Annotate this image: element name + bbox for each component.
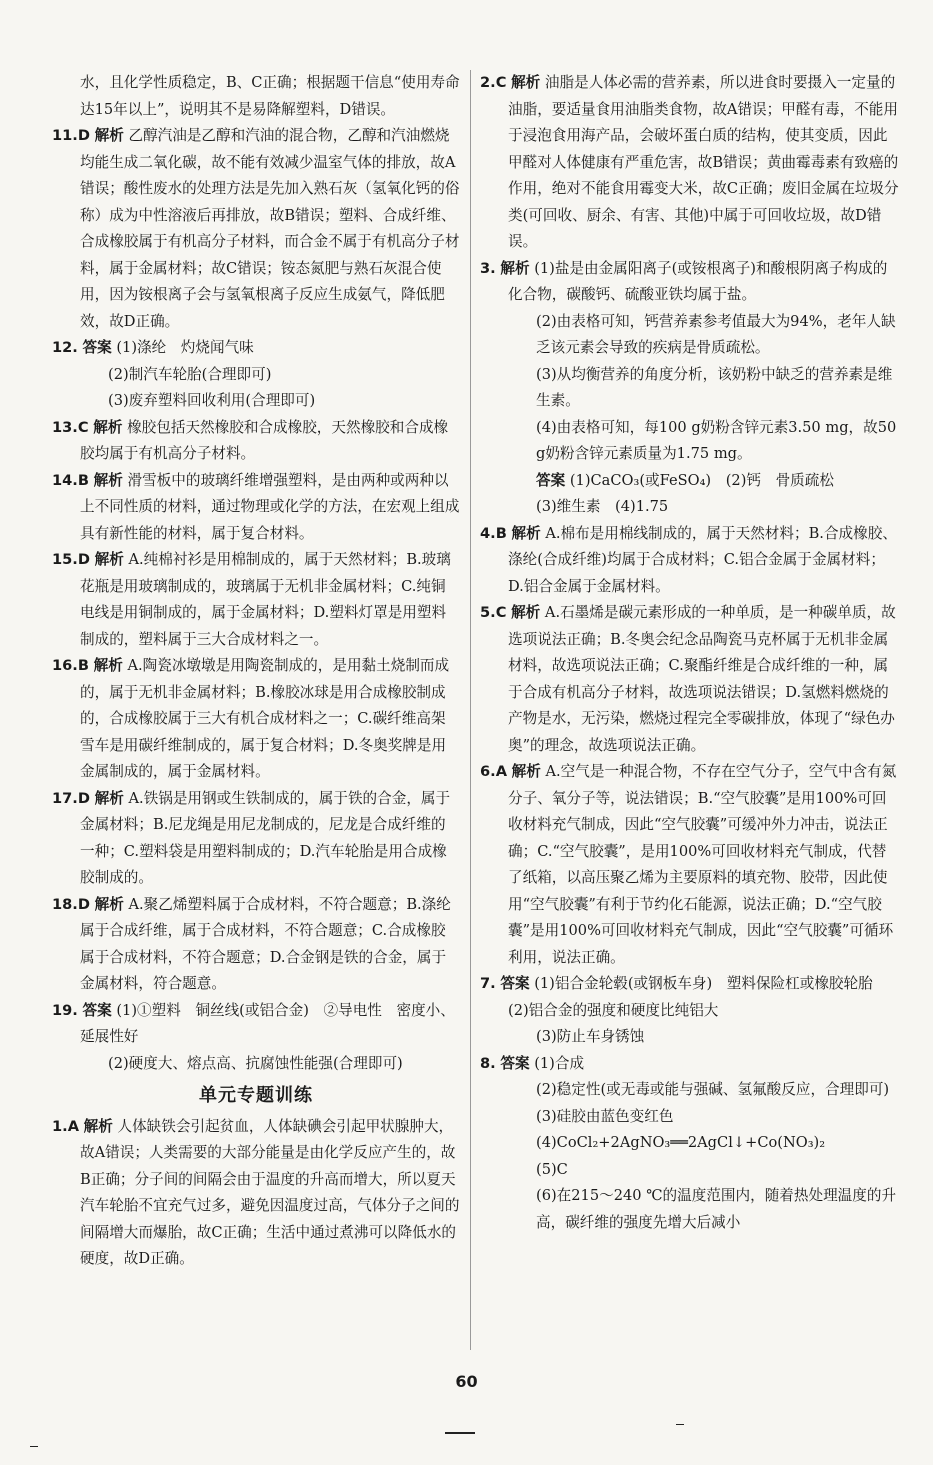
item-text: A.棉布是用棉线制成的，属于天然材料；B.合成橡胶、涤纶(合成纤维)均属于合成材料；C.铝合金属于金属材料；D.铝合金属于金属材料。 [508, 524, 897, 595]
question-number: 12. [52, 339, 78, 356]
question-number: 19. [52, 1001, 78, 1019]
text-line: 水，且化学性质稳定，B、C正确；根据题干信息“使用寿命达15年以上”，说明其不是易降解塑料，D错误。 [80, 74, 460, 118]
item-first-line [52, 998, 460, 1051]
answer-item [480, 1051, 900, 1237]
keyword-label: 解析 [94, 789, 124, 807]
keyword-label: 解析 [93, 418, 123, 436]
answer-line [508, 468, 900, 495]
question-number: 16.B [52, 657, 89, 674]
corner-mark [30, 1446, 38, 1447]
sub-line: (3)防止车身锈蚀 [536, 1028, 645, 1045]
question-number: 7. [480, 975, 496, 992]
keyword-label: 解析 [94, 895, 124, 913]
item-first-line [480, 971, 900, 1024]
question-number: 1.A [52, 1117, 79, 1135]
left-column [52, 70, 460, 1273]
section-title: 单元专题训练 [199, 1085, 313, 1106]
item-text: (1)①塑料 铜丝线(或铝合金) ②导电性 密度小、延展性好 [80, 1001, 455, 1045]
question-number: 2.C [480, 74, 507, 91]
answer-item [480, 759, 900, 971]
item-first-line [480, 1051, 900, 1078]
keyword-label: 解析 [94, 551, 124, 568]
column-divider [470, 70, 471, 1350]
item-first-line [52, 1114, 460, 1273]
item-text: 油脂是人体必需的营养素，所以进食时要摄入一定量的油脂，要适量食用油脂类食物，故A错误；甲醛有毒，不能用于浸泡食用海产品，会破坏蛋白质的结构，使其变质，因此甲醛对人体健康有严重危害，故B错误；黄曲霉毒素有致癌的作用，绝对不能食用霉变大米，故C正确；废旧金属在垃圾分类(可回收、厨余、有害、其他)中属于可回收垃圾，故D错误。 [508, 74, 899, 250]
sub-line: (2)由表格可知，钙营养素参考值最大为94%，老年人缺乏该元素会导致的疾病是骨质疏松。 [536, 312, 896, 356]
answer-item [52, 1114, 460, 1273]
keyword-label: 答案 [536, 471, 566, 489]
sub-line: (3)硅胶由蓝色变红色 [536, 1107, 674, 1125]
item-first-line [52, 892, 460, 998]
question-number: 8. [480, 1054, 496, 1072]
keyword-label: 解析 [93, 657, 123, 674]
item-first-line [480, 759, 900, 971]
item-text: (1)盐是由金属阳离子(或铵根离子)和酸根阴离子构成的化合物，碳酸钙、硫酸亚铁均属于盐。 [508, 259, 888, 303]
item-text: 人体缺铁会引起贫血，人体缺碘会引起甲状腺肿大，故A错误；人类需要的大部分能量是由化学反应产生的，故B正确；分子间的间隔会由于温度的升高而增大，所以夏天汽车轮胎不宜充气过多，避免因温度过高，气体分子之间的间隔增大而爆胎，故C正确；生活中通过煮沸可以降低水的硬度，故D正确。 [80, 1117, 460, 1267]
item-text: A.纯棉衬衫是用棉制成的，属于天然材料；B.玻璃花瓶是用玻璃制成的，玻璃属于无机非金属材料；C.纯铜电线是用铜制成的，属于金属材料；D.塑料灯罩是用塑料制成的，塑料属于三大合成材料之一。 [80, 551, 451, 648]
question-number: 15.D [52, 551, 90, 568]
answer-item [480, 521, 900, 601]
keyword-label: 解析 [511, 74, 541, 91]
keyword-label: 解析 [83, 1117, 113, 1135]
question-number: 17.D [52, 789, 90, 807]
item-first-line [52, 335, 460, 362]
item-text: (1)涤纶 灼烧闻气味 [116, 339, 254, 356]
sub-line: (5)C [536, 1160, 568, 1178]
sub-line: (2)硬度大、熔点高、抗腐蚀性能强(合理即可) [108, 1054, 403, 1072]
question-number: 14.B [52, 471, 89, 489]
item-text: A.聚乙烯塑料属于合成材料，不符合题意；B.涤纶属于合成纤维，属于合成材料，不符合题意；C.合成橡胶属于合成材料，不符合题意；D.合金钢是铁的合金，属于金属材料，符合题意。 [80, 895, 451, 992]
item-text: A.铁锅是用钢或生铁制成的，属于铁的合金，属于金属材料；B.尼龙绳是用尼龙制成的，尼龙是合成纤维的一种；C.塑料袋是用塑料制成的；D.汽车轮胎是用合成橡胶制成的。 [80, 789, 451, 886]
sub-line: (3)维生素 (4)1.75 [536, 498, 669, 515]
keyword-label: 解析 [511, 524, 541, 542]
item-first-line [52, 415, 460, 468]
item-first-line [480, 70, 900, 256]
answer-text: (1)CaCO₃(或FeSO₄) (2)钙 骨质疏松 [569, 471, 834, 489]
answer-item [52, 653, 460, 786]
item-first-line [480, 600, 900, 759]
bottom-mark [445, 1432, 475, 1434]
answer-item [52, 335, 460, 415]
item-first-line [480, 256, 900, 309]
sub-line: (3)废弃塑料回收利用(合理即可) [108, 392, 316, 409]
answer-item [52, 70, 460, 123]
sub-line: (4)由表格可知，每100 g奶粉含锌元素3.50 mg，故50 g奶粉含锌元素质量为1.75 mg。 [536, 418, 897, 462]
answer-item [52, 547, 460, 653]
item-text: (1)合成 [534, 1054, 585, 1072]
item-text: 乙醇汽油是乙醇和汽油的混合物，乙醇和汽油燃烧均能生成二氧化碳，故不能有效减少温室气体的排放，故A错误；酸性废水的处理方法是先加入熟石灰（氢氧化钙的俗称）成为中性溶液后再排放，故B错误；塑料、合成纤维、合成橡胶属于有机高分子材料，而合金不属于有机高分子材料，属于金属材料；故C错误；铵态氮肥与熟石灰混合使用，因为铵根离子会与氢氧根离子反应生成氨气，降低肥效，故D正确。 [80, 127, 460, 330]
sub-line: (2)制汽车轮胎(合理即可) [108, 365, 272, 383]
item-first-line [52, 123, 460, 335]
answer-item [52, 468, 460, 548]
question-number: 11.D [52, 127, 90, 144]
right-column [480, 70, 900, 1236]
corner-mark [676, 1424, 684, 1425]
answer-item [52, 998, 460, 1078]
answer-item [480, 971, 900, 1051]
answer-item [52, 892, 460, 998]
sub-line: (3)从均衡营养的角度分析，该奶粉中缺乏的营养素是维生素。 [536, 365, 893, 409]
item-text: (1)铝合金轮毂(或钢板车身) 塑料保险杠或橡胶轮胎 (2)铝合金的强度和硬度比纯铝大 [508, 975, 888, 1019]
item-first-line [52, 468, 460, 548]
answer-item [52, 123, 460, 335]
question-number: 18.D [52, 895, 90, 913]
item-first-line [52, 653, 460, 786]
item-first-line [52, 547, 460, 653]
item-first-line [52, 786, 460, 892]
keyword-label: 答案 [500, 1054, 530, 1072]
keyword-label: 解析 [94, 127, 124, 144]
item-text: A.空气是一种混合物，不存在空气分子，空气中含有氮分子、氧分子等，说法错误；B.“空气胶囊”是用100%可回收材料充气制成，因此“空气胶囊”可缓冲外力冲击，说法正确；C.“空气胶囊”，是用100%可回收材料充气制成，代替了纸箱，以高压聚乙烯为主要原料的填充物、胶带，因此使用“空气胶囊”有利于节约化石能源，说法正确；D.“空气胶囊”是用100%可回收材料充气制成，因此“空气胶囊”可循环利用，说法正确。 [508, 763, 897, 966]
item-text: A.陶瓷冰墩墩是用陶瓷制成的，是用黏土烧制而成的，属于无机非金属材料；B.橡胶冰球是用合成橡胶制成的，合成橡胶属于三大有机合成材料之一；C.碳纤维高架雪车是用碳纤维制成的，属于复合材料；D.冬奥奖牌是用金属制成的，属于金属材料。 [80, 657, 450, 780]
sub-line: (6)在215～240 ℃的温度范围内，随着热处理温度的升高，碳纤维的强度先增大后减小 [536, 1187, 897, 1231]
keyword-label: 解析 [500, 259, 530, 277]
answer-item [52, 786, 460, 892]
item-text: A.石墨烯是碳元素形成的一种单质，是一种碳单质，故选项说法正确；B.冬奥会纪念品陶瓷马克杯属于无机非金属材料，故选项说法正确；C.聚酯纤维是合成纤维的一种，属于合成有机高分子材料，故选项说法错误；D.氢燃料燃烧的产物是水，无污染，燃烧过程完全零碳排放，体现了“绿色办奥”的理念，故选项说法正确。 [508, 604, 896, 754]
answer-item [480, 256, 900, 521]
question-number: 3. [480, 259, 496, 277]
answer-item [52, 415, 460, 468]
answer-item [480, 70, 900, 256]
item-text: 橡胶包括天然橡胶和合成橡胶，天然橡胶和合成橡胶均属于有机高分子材料。 [80, 418, 449, 462]
question-number: 13.C [52, 418, 89, 436]
keyword-label: 答案 [82, 339, 112, 356]
keyword-label: 解析 [511, 763, 541, 780]
item-first-line [480, 521, 900, 601]
keyword-label: 解析 [93, 471, 123, 489]
sub-line: (2)稳定性(或无毒或能与强碱、氢氟酸反应，合理即可) [536, 1081, 890, 1098]
keyword-label: 解析 [511, 604, 541, 621]
answer-item [480, 600, 900, 759]
keyword-label: 答案 [500, 975, 530, 992]
question-number: 5.C [480, 604, 507, 621]
keyword-label: 答案 [82, 1001, 112, 1019]
page-number: 60 [455, 1372, 478, 1391]
question-number: 4.B [480, 524, 507, 542]
question-number: 6.A [480, 763, 507, 780]
sub-line: (4)CoCl₂+2AgNO₃══2AgCl↓+Co(NO₃)₂ [536, 1134, 826, 1151]
item-text: 滑雪板中的玻璃纤维增强塑料，是由两种或两种以上不同性质的材料，通过物理或化学的方法，在宏观上组成具有新性能的材料，属于复合材料。 [80, 471, 460, 542]
